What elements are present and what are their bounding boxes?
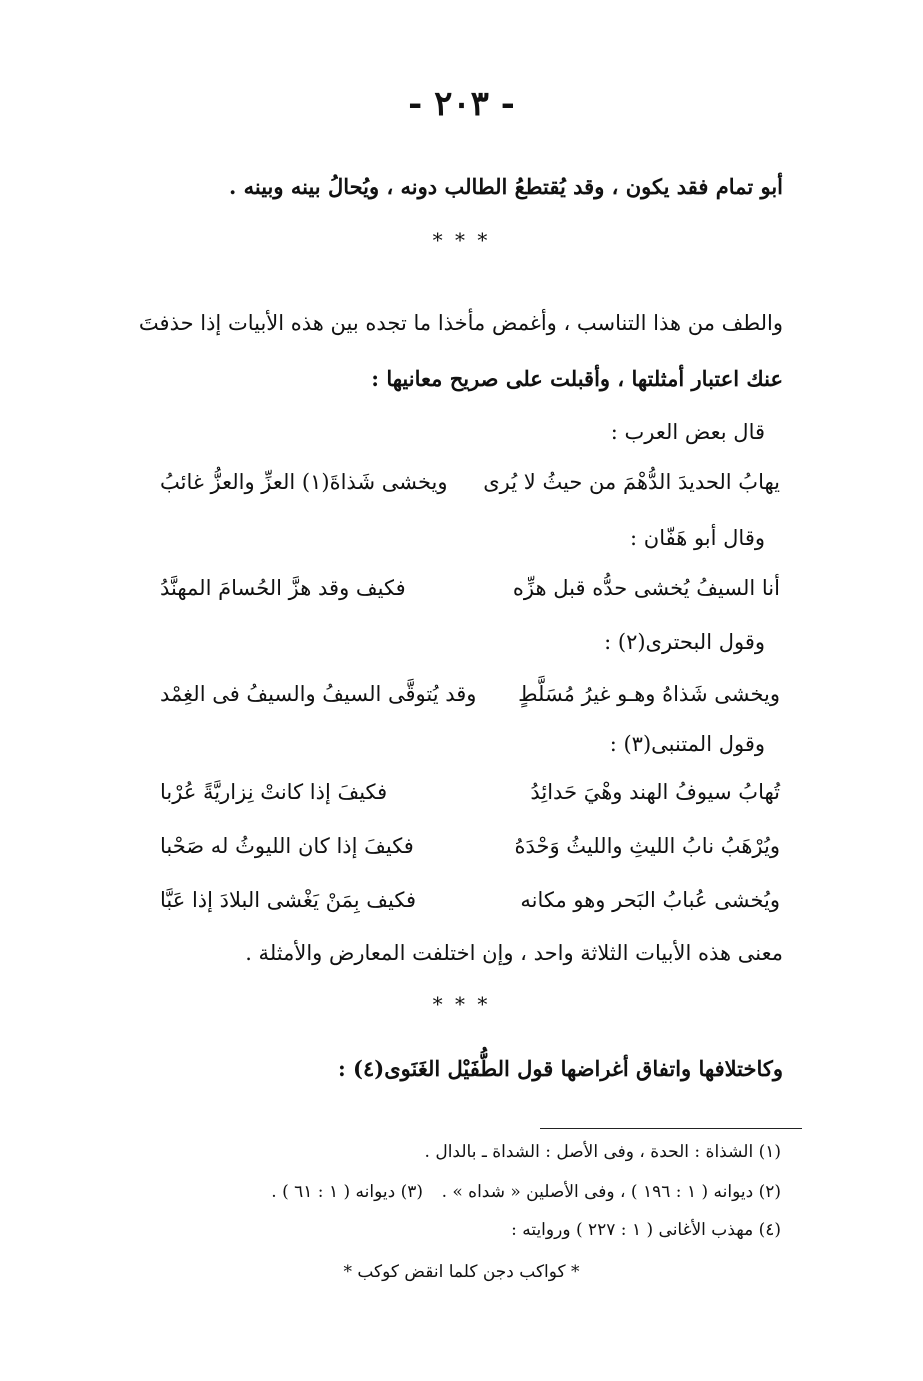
verse-5-second-hemistich: فكيفَ إذا كان الليوثُ له صَحْبا (160, 834, 414, 858)
paragraph-1: أبو تمام فقد يكون ، وقد يُقتطعُ الطالب دونه ، ويُحالُ بينه وبينه . (229, 174, 783, 199)
paragraph-4: وكاختلافها واتفاق أغراضها قول الطُّفَيْل الغَنَوى(٤) : (337, 1056, 783, 1081)
verse-5 (160, 834, 780, 870)
verse-1 (160, 470, 780, 506)
footnote-1: (١) الشذاة : الحدة ، وفى الأصل : الشداة ـ بالدال . (424, 1142, 781, 1162)
verse-4-second-hemistich: فكيفَ إذا كانتْ نِزاريَّةً عُرْبا (160, 780, 388, 804)
separator-stars-1: * * * (432, 228, 491, 252)
verse-intro-4: وقول المتنبى(٣) : (609, 732, 765, 756)
page-number: - ٢٠٣ - (408, 84, 515, 124)
footnote-4: (٤) مهذب الأغانى ( ١ : ٢٢٧ ) وروايته : (511, 1220, 781, 1240)
verse-intro-1: قال بعض العرب : (610, 420, 765, 444)
footnote-verse: * كواكب دجن كلما انقض كوكب * (343, 1262, 580, 1282)
verse-intro-2: وقال أبو هَفّان : (630, 526, 765, 550)
verse-2-second-hemistich: فكيف وقد هزَّ الحُسامَ المهنَّدُ (160, 576, 406, 600)
verse-4 (160, 780, 780, 816)
footnote-3: (٣) ديوانه ( ١ : ٦١ ) . (271, 1182, 423, 1202)
verse-1-first-hemistich: يهابُ الحديدَ الدُّهْمَ من حيثُ لا يُرى (483, 470, 780, 494)
verse-1-second-hemistich: ويخشى شَذاةَ(١) العزِّ والعزُّ غائبُ (160, 470, 448, 494)
paragraph-2-line-1: والطف من هذا التناسب ، وأغمض مأخذا ما تجده بين هذه الأبيات إذا حذفتَ (138, 311, 783, 335)
verse-5-first-hemistich: ويُرْهَبُ نابُ الليثِ والليثُ وَحْدَهُ (514, 834, 780, 858)
footnote-2: (٢) ديوانه ( ١ : ١٩٦ ) ، وفى الأصلين « شداه » . (441, 1182, 781, 1202)
footnote-divider (540, 1128, 802, 1129)
paragraph-2-line-2: عنك اعتبار أمثلتها ، وأقبلت على صريح معانيها : (371, 366, 783, 391)
paragraph-3: معنى هذه الأبيات الثلاثة واحد ، وإن اختلفت المعارض والأمثلة . (245, 941, 783, 965)
verse-6-second-hemistich: فكيف بِمَنْ يَغْشى البلادَ إذا عَبَّا (160, 888, 417, 912)
verse-2 (160, 576, 780, 612)
verse-6-first-hemistich: ويُخشى عُبابُ البَحر وهو مكانه (520, 888, 780, 912)
separator-stars-2: * * * (432, 992, 491, 1016)
verse-6 (160, 888, 780, 924)
verse-3 (160, 682, 780, 718)
verse-3-second-hemistich: وقد يُتوقَّى السيفُ والسيفُ فى الغِمْد (160, 682, 477, 706)
verse-intro-3: وقول البحترى(٢) : (604, 630, 765, 654)
verse-2-first-hemistich: أنا السيفُ يُخشى حدُّه قبل هزِّه (512, 576, 780, 600)
verse-3-first-hemistich: ويخشى شَذاهُ وهـو غيرُ مُسَلَّطٍ (518, 682, 780, 706)
verse-4-first-hemistich: تُهابُ سيوفُ الهند وهْيَ حَدائِدُ (530, 780, 780, 804)
